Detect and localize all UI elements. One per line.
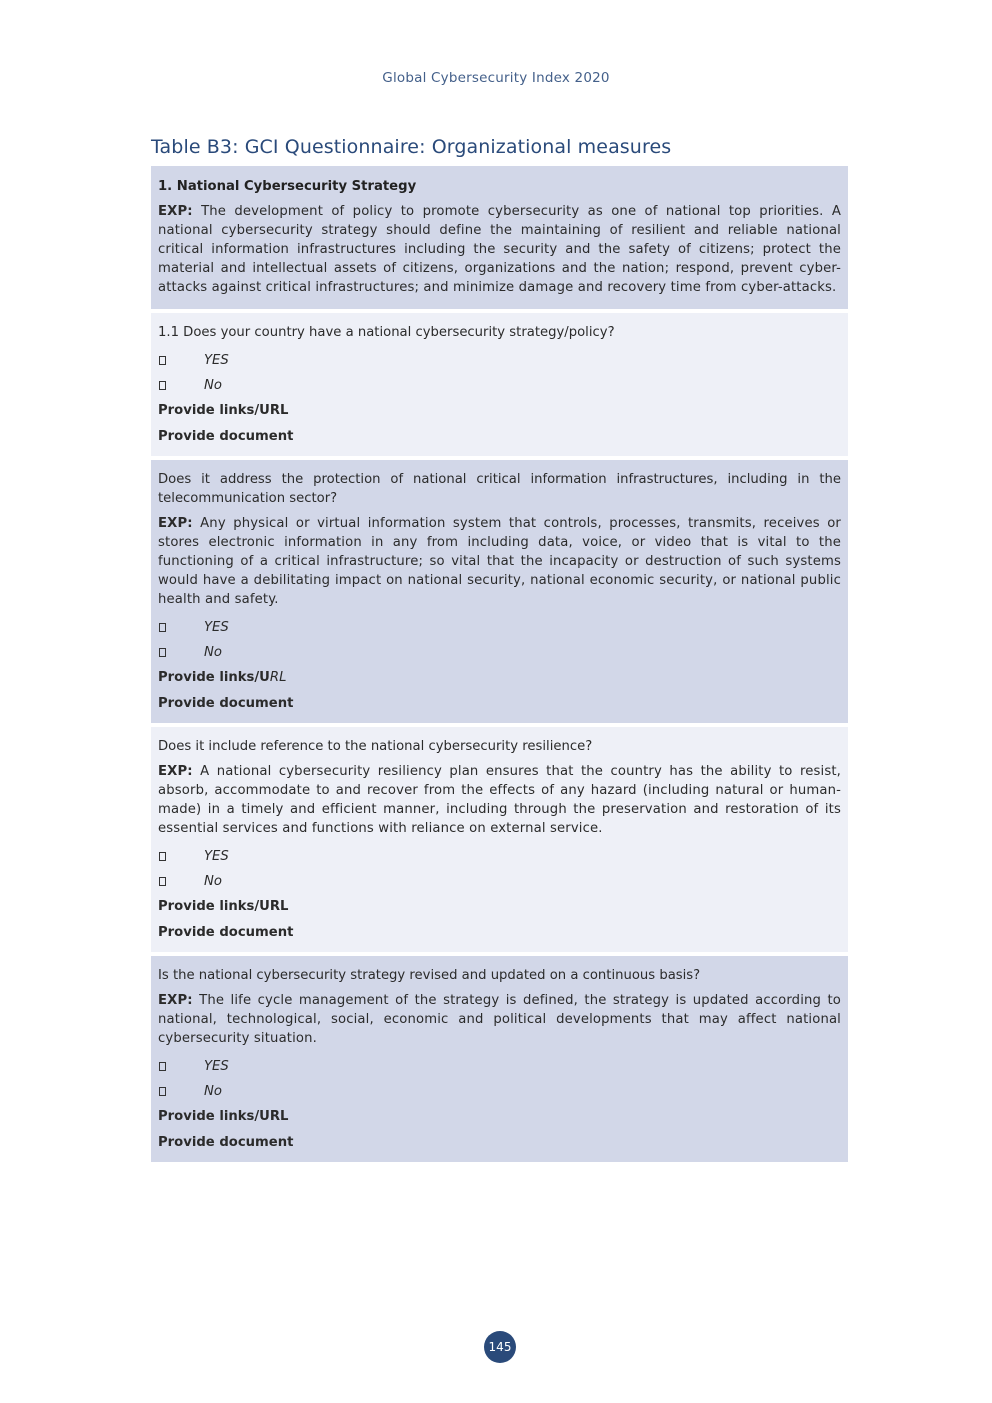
provide-links-label: Provide links/URL — [158, 899, 289, 914]
option-label: No — [204, 645, 222, 660]
question-text: Does it address the protection of national critical information infrastructures, including in the telecommunication sector? — [158, 472, 841, 506]
option-label: YES — [204, 849, 229, 864]
provide-links-label — [158, 665, 841, 691]
option-label: YES — [204, 353, 229, 368]
question-text: Does it include reference to the national cybersecurity resilience? — [158, 739, 593, 754]
option-label: YES — [204, 1059, 229, 1074]
checkbox-icon[interactable] — [159, 877, 166, 886]
provide-document-label: Provide document — [158, 1135, 294, 1150]
option-no[interactable] — [158, 373, 841, 398]
checkbox-icon[interactable] — [159, 1062, 166, 1071]
question-explanation — [158, 762, 841, 838]
provide-document-label: Provide document — [158, 696, 294, 711]
option-label: No — [204, 874, 222, 889]
option-label: No — [204, 1084, 222, 1099]
question-block-3 — [151, 727, 848, 952]
exp-text: Any physical or virtual information system that controls, processes, transmits, receives or stores electronic information in any from including data, voice, or video that is vital to the functioning of a critical infrastructure; so vital that the incapacity or destruction of such systems would have a debilitating impact on national security, national economic security, or national public health and safety. — [158, 516, 841, 607]
table-title: Table B3: GCI Questionnaire: Organizational measures — [151, 136, 672, 158]
checkbox-icon[interactable] — [159, 852, 166, 861]
option-no[interactable] — [158, 869, 841, 894]
running-header: Global Cybersecurity Index 2020 — [382, 70, 610, 86]
option-yes[interactable] — [158, 348, 841, 373]
exp-label: EXP: — [158, 764, 193, 779]
option-no[interactable] — [158, 1079, 841, 1104]
checkbox-icon[interactable] — [159, 356, 166, 365]
exp-text: The life cycle management of the strategy is defined, the strategy is updated according to national, technological, social, economic and political developments that may affect national cybersecurity situation. — [158, 993, 842, 1046]
provide-links-label: Provide links/URL — [158, 1109, 289, 1124]
section-header-block — [151, 166, 848, 309]
provide-links-bold: Provide links/U — [158, 670, 270, 685]
option-yes[interactable] — [158, 844, 841, 869]
exp-label: EXP: — [158, 993, 193, 1008]
provide-document-label: Provide document — [158, 925, 294, 940]
question-block-2 — [151, 460, 848, 723]
exp-text: A national cybersecurity resiliency plan ensures that the country has the ability to resist, absorb, accommodate to and recover from the effects of any hazard (including natural or human-made) in a timely and efficient manner, including through the preservation and restoration of its essential services and functions with reliance on external service. — [158, 764, 842, 836]
section-heading: 1. National Cybersecurity Strategy — [158, 179, 417, 194]
checkbox-icon[interactable] — [159, 648, 166, 657]
exp-label: EXP: — [158, 204, 193, 219]
checkbox-icon[interactable] — [159, 381, 166, 390]
question-explanation — [158, 514, 841, 609]
provide-links-tail: RL — [269, 670, 287, 685]
question-explanation — [158, 991, 841, 1048]
question-block-4 — [151, 956, 848, 1162]
provide-document-label: Provide document — [158, 429, 294, 444]
option-no[interactable] — [158, 640, 841, 665]
option-yes[interactable] — [158, 615, 841, 640]
section-explanation — [158, 202, 841, 297]
option-label: No — [204, 378, 222, 393]
provide-links-label: Provide links/URL — [158, 403, 289, 418]
exp-label: EXP: — [158, 516, 193, 531]
question-text: Is the national cybersecurity strategy revised and updated on a continuous basis? — [158, 968, 701, 983]
question-block-1 — [151, 313, 848, 456]
checkbox-icon[interactable] — [159, 623, 166, 632]
checkbox-icon[interactable] — [159, 1087, 166, 1096]
question-text: 1.1 Does your country have a national cybersecurity strategy/policy? — [158, 325, 615, 340]
option-yes[interactable] — [158, 1054, 841, 1079]
option-label: YES — [204, 620, 229, 635]
page-number-badge: 145 — [484, 1331, 516, 1363]
exp-text: The development of policy to promote cybersecurity as one of national top priorities. A national cybersecurity strategy should define the maintaining of resilient and reliable national critical information infrastructures including the security and the safety of citizens; protect the material and intellectual assets of citizens, organizations and the nation; respond, prevent cyber-attacks against critical infrastructures; and minimize damage and recovery time from cyber-attacks. — [158, 204, 842, 295]
questionnaire-table — [151, 166, 848, 1166]
